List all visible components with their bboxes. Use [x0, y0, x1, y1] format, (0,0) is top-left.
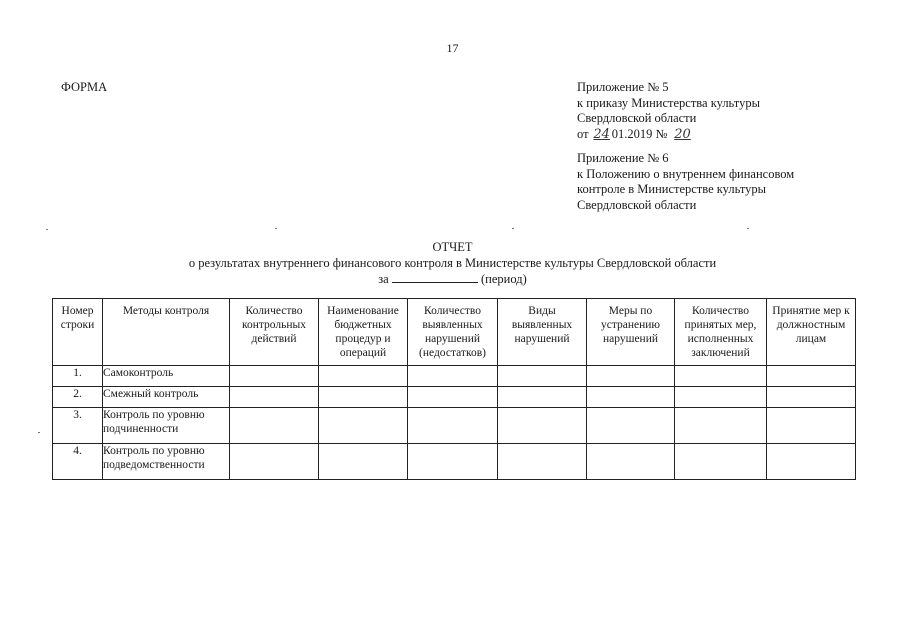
- header-violation-types: Виды выявленных нарушений: [498, 299, 587, 366]
- empty-cell: [498, 387, 587, 408]
- empty-cell: [319, 366, 408, 387]
- appendix-6-line3: контроле в Министерстве культуры: [577, 182, 767, 196]
- row-method: Контроль по уровню подчиненности: [103, 408, 230, 444]
- header-row-number: Номер строки: [53, 299, 103, 366]
- row-method: Самоконтроль: [103, 366, 230, 387]
- row-number: 1.: [53, 366, 103, 387]
- scan-speck: [747, 228, 749, 229]
- empty-cell: [587, 387, 675, 408]
- header-remedy-measures: Меры по устранению нарушений: [587, 299, 675, 366]
- row-number: 2.: [53, 387, 103, 408]
- empty-cell: [675, 408, 767, 444]
- header-violations-count: Количество выявленных нарушений (недостатков): [408, 299, 498, 366]
- empty-cell: [408, 408, 498, 444]
- form-label: ФОРМА: [61, 80, 108, 94]
- header-control-actions-count: Количество контрольных действий: [230, 299, 319, 366]
- empty-cell: [498, 408, 587, 444]
- appendix-5-line1: Приложение № 5: [577, 80, 669, 94]
- appendix-6-line1: Приложение № 6: [577, 151, 669, 165]
- empty-cell: [408, 366, 498, 387]
- empty-cell: [498, 366, 587, 387]
- table-row: [53, 387, 856, 408]
- empty-cell: [319, 444, 408, 480]
- empty-cell: [587, 408, 675, 444]
- report-title: ОТЧЕТ: [432, 240, 473, 254]
- empty-cell: [319, 408, 408, 444]
- appendix-6-line4: Свердловской области: [577, 197, 697, 212]
- empty-cell: [767, 408, 856, 444]
- page-number: 17: [446, 41, 459, 55]
- empty-cell: [587, 366, 675, 387]
- appendix-5-line2: к приказу Министерства культуры: [577, 95, 760, 110]
- scan-speck: [38, 432, 40, 433]
- scan-speck: [275, 228, 277, 229]
- row-number: 3.: [53, 408, 103, 444]
- scan-speck: [512, 228, 514, 229]
- empty-cell: [230, 408, 319, 444]
- empty-cell: [675, 444, 767, 480]
- empty-cell: [230, 366, 319, 387]
- empty-cell: [675, 366, 767, 387]
- period-suffix: (период): [480, 272, 527, 286]
- date-rest: 01.2019 №: [611, 126, 668, 141]
- header-officials-measures: Принятие мер к должностным лицам: [767, 299, 856, 366]
- appendix-5-date-line: [577, 127, 760, 143]
- period-blank-field: [392, 271, 478, 283]
- report-table: [52, 298, 856, 480]
- row-number: 4.: [53, 444, 103, 480]
- appendix-6-block: [577, 151, 794, 213]
- table-row: [53, 444, 856, 480]
- row-method: Смежный контроль: [103, 387, 230, 408]
- header-measures-taken-count: Количество принятых мер, исполненных заключений: [675, 299, 767, 366]
- report-subtitle: о результатах внутреннего финансового контроля в Министерстве культуры Свердловской области: [188, 256, 717, 270]
- table-row: [53, 366, 856, 387]
- period-prefix: за: [378, 272, 389, 286]
- appendix-5-line3: Свердловской области: [577, 111, 697, 125]
- row-method: Контроль по уровню подведомственности: [103, 444, 230, 480]
- empty-cell: [767, 366, 856, 387]
- empty-cell: [230, 444, 319, 480]
- empty-cell: [675, 387, 767, 408]
- appendix-6-line2: к Положению о внутреннем финансовом: [577, 166, 795, 181]
- empty-cell: [408, 444, 498, 480]
- empty-cell: [408, 387, 498, 408]
- date-prefix: от: [577, 126, 589, 141]
- table-row: [53, 408, 856, 444]
- header-control-methods: Методы контроля: [103, 299, 230, 366]
- header-budget-procedures: Наименование бюджетных процедур и операций: [319, 299, 408, 366]
- empty-cell: [587, 444, 675, 480]
- empty-cell: [319, 387, 408, 408]
- handwritten-order-number: 20: [674, 126, 691, 142]
- table-header-row: [53, 299, 856, 366]
- handwritten-day: 24: [593, 126, 610, 142]
- report-period-line: [0, 271, 905, 288]
- empty-cell: [230, 387, 319, 408]
- empty-cell: [498, 444, 587, 480]
- appendix-5-block: [577, 80, 760, 142]
- empty-cell: [767, 387, 856, 408]
- empty-cell: [767, 444, 856, 480]
- scan-speck: [46, 229, 48, 230]
